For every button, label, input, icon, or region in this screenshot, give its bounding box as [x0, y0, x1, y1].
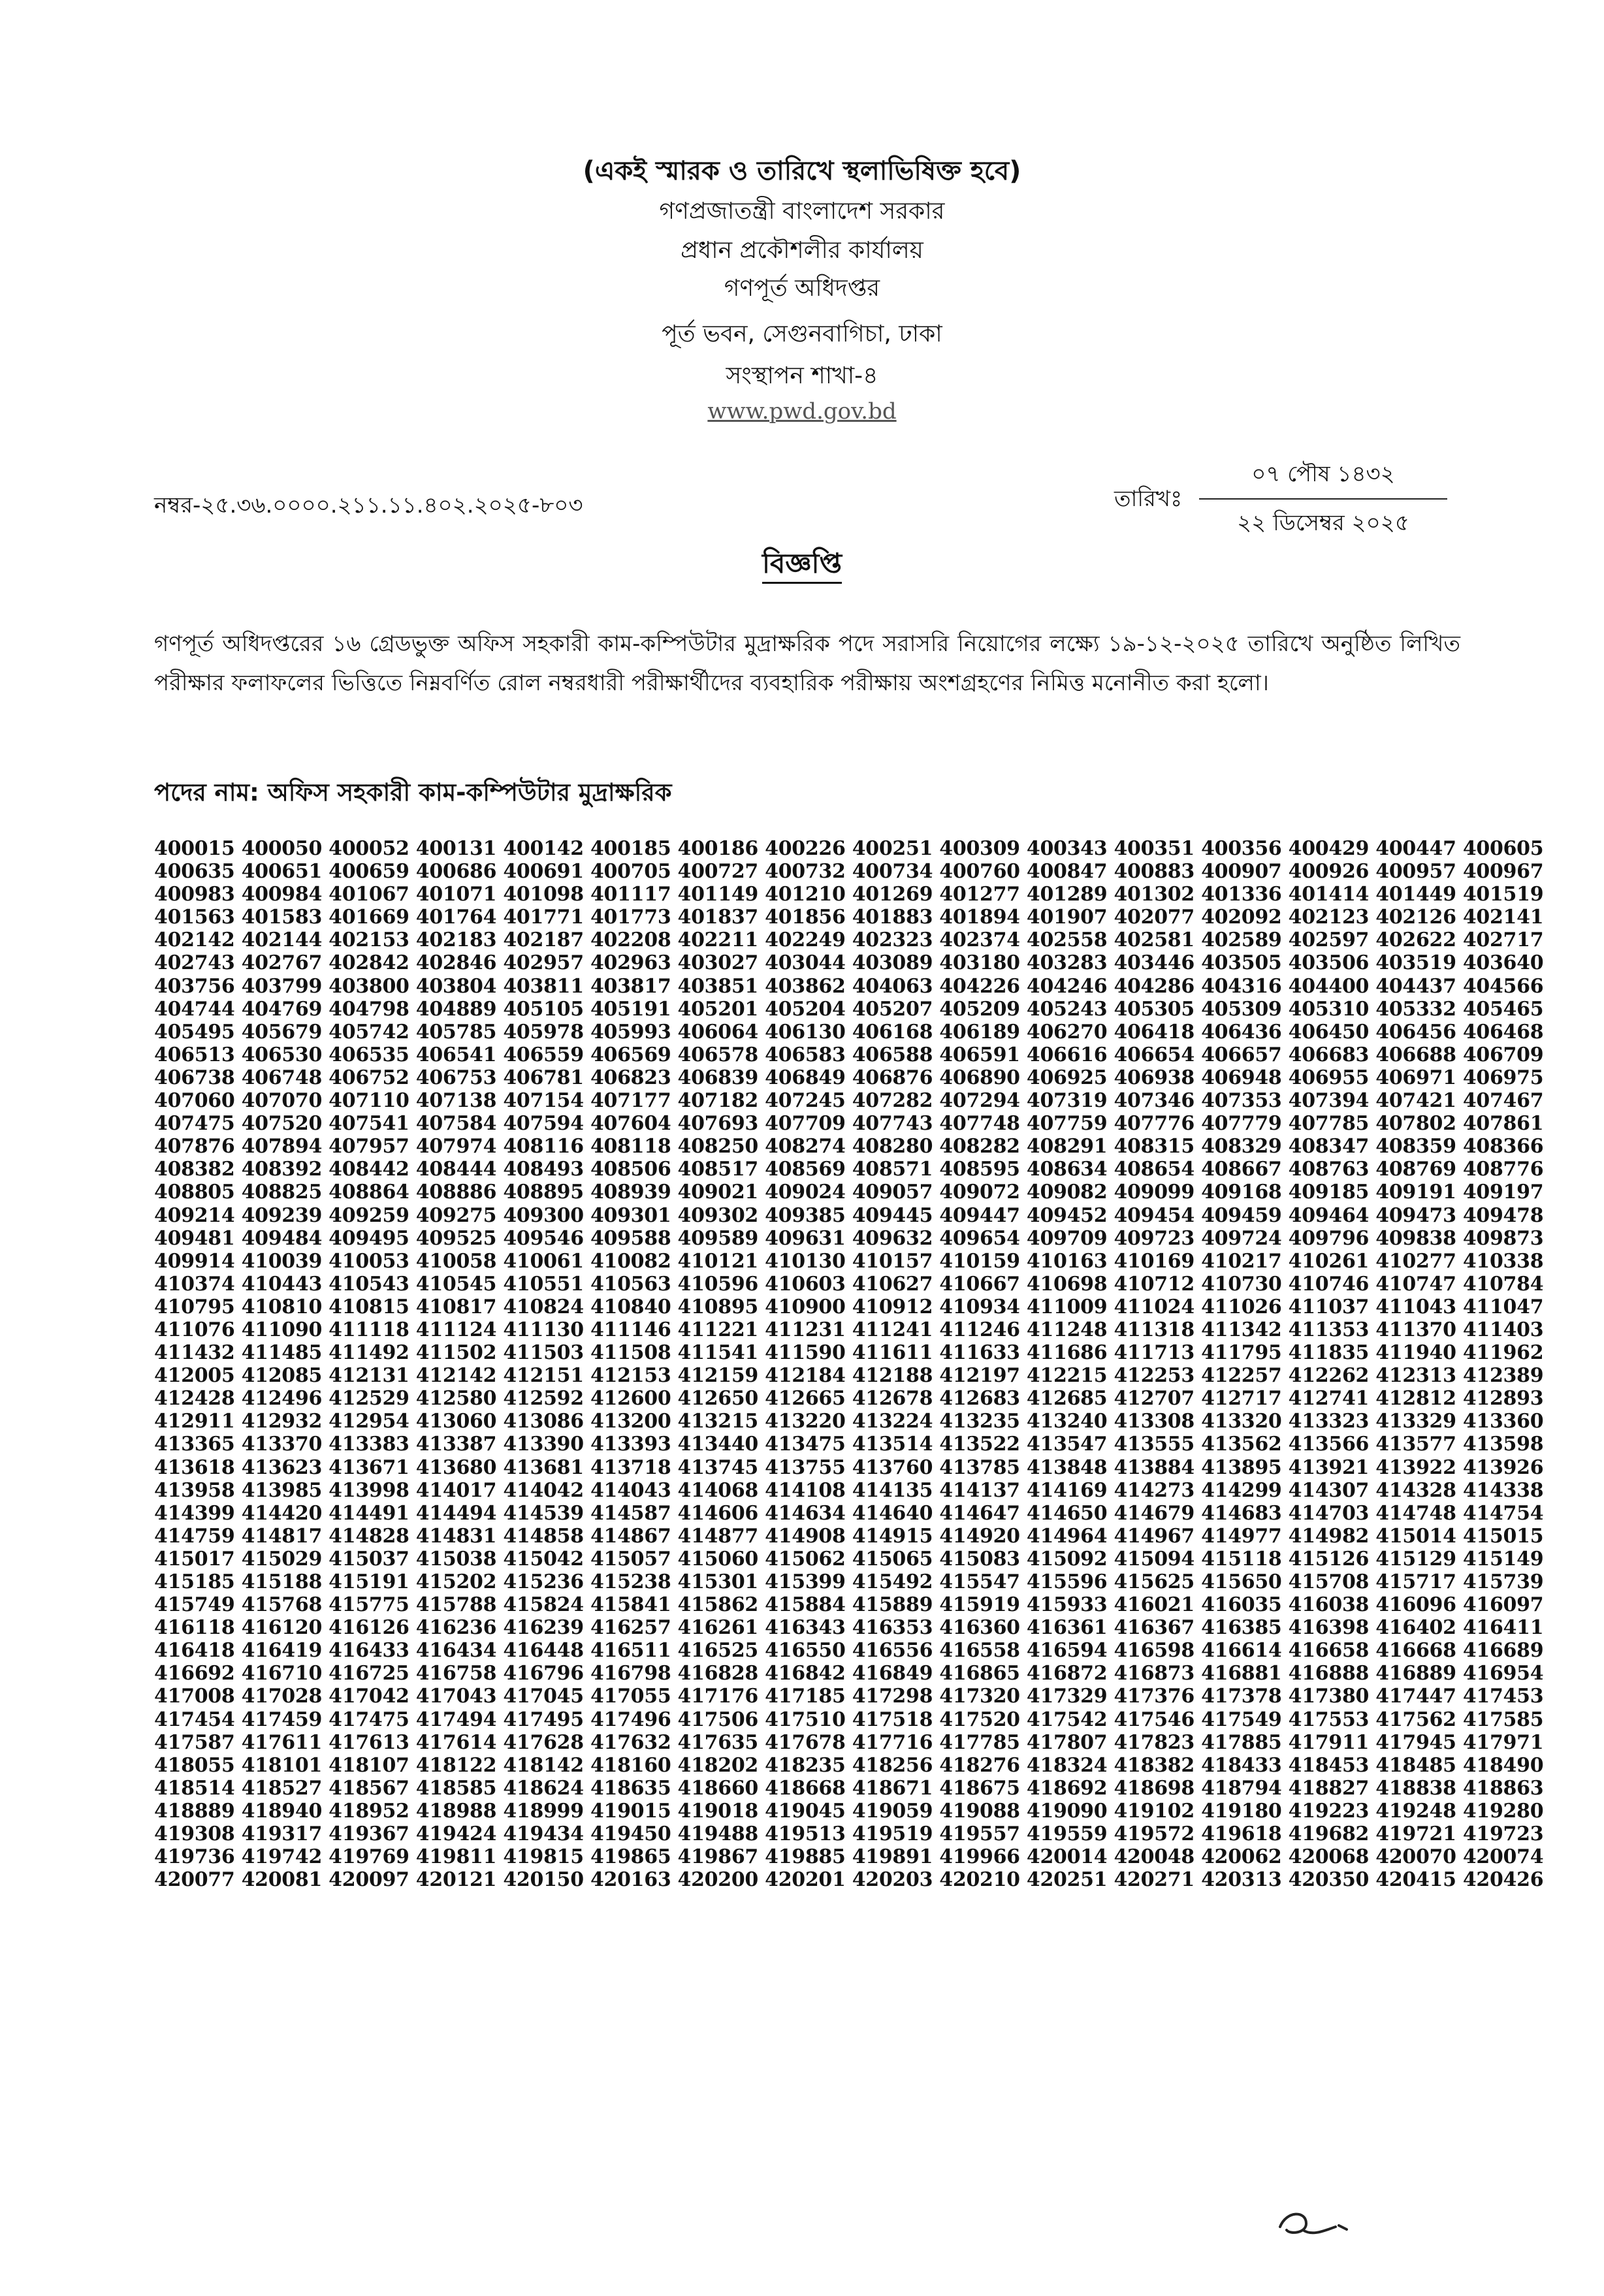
- supersession-note: (একই স্মারক ও তারিখে স্থলাভিষিক্ত হবে): [583, 156, 1021, 186]
- roll-row: 414759 414817 414828 414831 414858 414867 414877 414908 414915 414920 414964 414967 414977 414982 415014 415015: [154, 1524, 1544, 1548]
- roll-row: 406738 406748 406752 406753 406781 406823 406839 406849 406876 406890 406925 406938 406948 406955 406971 406975: [154, 1066, 1544, 1089]
- roll-row: 405495 405679 405742 405785 405978 405993 406064 406130 406168 406189 406270 406418 406436 406450 406456 406468: [154, 1020, 1544, 1044]
- department-name: গণপূর্ত অধিদপ্তর: [724, 275, 880, 302]
- post-title: পদের নাম: অফিস সহকারী কাম-কম্পিউটার মুদ্রাক্ষরিক: [154, 778, 672, 806]
- roll-row: 408805 408825 408864 408886 408895 408939 409021 409024 409057 409072 409082 409099 409168 409185 409191 409197: [154, 1181, 1544, 1204]
- roll-row: 418889 418940 418952 418988 418999 419015 419018 419045 419059 419088 419090 419102 419180 419223 419248 419280: [154, 1799, 1544, 1823]
- notice-heading: [0, 542, 1604, 588]
- signature-mark: [1274, 2201, 1352, 2246]
- roll-row: 403756 403799 403800 403804 403811 403817 403851 403862 404063 404226 404246 404286 404316 404400 404437 404566: [154, 974, 1544, 998]
- roll-row: 419308 419317 419367 419424 419434 419450 419488 419513 419519 419557 419559 419572 419618 419682 419721 419723: [154, 1823, 1544, 1846]
- roll-number-list: [154, 837, 1544, 1892]
- roll-row: 409214 409239 409259 409275 409300 409301 409302 409385 409445 409447 409452 409454 409459 409464 409473 409478: [154, 1204, 1544, 1227]
- website-link[interactable]: www.pwd.gov.bd: [707, 398, 897, 424]
- roll-row: 415017 415029 415037 415038 415042 415057 415060 415062 415065 415083 415092 415094 415118 415126 415129 415149: [154, 1547, 1544, 1571]
- roll-row: 412428 412496 412529 412580 412592 412600 412650 412665 412678 412683 412685 412707 412717 412741 412812 412893: [154, 1387, 1544, 1411]
- memo-number: নম্বর-২৫.৩৬.০০০০.২১১.১১.৪০২.২০২৫-৮০৩: [154, 492, 583, 518]
- roll-row: 407876 407894 407957 407974 408116 408118 408250 408274 408280 408282 408291 408315 408329 408347 408359 408366: [154, 1135, 1544, 1158]
- date-bangla: ০৭ পৌষ ১৪৩২: [1199, 457, 1447, 500]
- office-address: পূর্ত ভবন, সেগুনবাগিচা, ঢাকা: [662, 321, 942, 347]
- roll-row: 420077 420081 420097 420121 420150 420163 420200 420201 420203 420210 420251 420271 420313 420350 420415 420426: [154, 1868, 1544, 1892]
- roll-row: 415185 415188 415191 415202 415236 415238 415301 415399 415492 415547 415596 415625 415650 415708 415717 415739: [154, 1571, 1544, 1593]
- roll-row: 418055 418101 418107 418122 418142 418160 418202 418235 418256 418276 418324 418382 418433 418453 418485 418490: [154, 1753, 1544, 1777]
- roll-row: 412911 412932 412954 413060 413086 413200 413215 413220 413224 413235 413240 413308 413320 413323 413329 413360: [154, 1410, 1544, 1433]
- roll-row: 417454 417459 417475 417494 417495 417496 417506 417510 417518 417520 417542 417546 417549 417553 417562 417585: [154, 1708, 1544, 1731]
- roll-row: 400635 400651 400659 400686 400691 400705 400727 400732 400734 400760 400847 400883 400907 400926 400957 400967: [154, 860, 1544, 884]
- roll-row: 417008 417028 417042 417043 417045 417055 417176 417185 417298 417320 417329 417376 417378 417380 417447 417453: [154, 1685, 1544, 1708]
- roll-row: 416692 416710 416725 416758 416796 416798 416828 416842 416849 416865 416872 416873 416881 416888 416889 416954: [154, 1662, 1544, 1685]
- notice-heading-text: বিজ্ঞপ্তি: [762, 547, 842, 584]
- roll-row: 401563 401583 401669 401764 401771 401773 401837 401856 401883 401894 401907 402077 402092 402123 402126 402141: [154, 906, 1544, 929]
- roll-row: 414399 414420 414491 414494 414539 414587 414606 414634 414640 414647 414650 414679 414683 414703 414748 414754: [154, 1501, 1544, 1525]
- roll-row: 410795 410810 410815 410817 410824 410840 410895 410900 410912 410934 411009 411024 411026 411037 411043 411047: [154, 1295, 1544, 1318]
- roll-row: 406513 406530 406535 406541 406559 406569 406578 406583 406588 406591 406616 406654 406657 406683 406688 406709: [154, 1043, 1544, 1066]
- roll-row: 407060 407070 407110 407138 407154 407177 407182 407245 407282 407294 407319 407346 407353 407394 407421 407467: [154, 1089, 1544, 1113]
- roll-row: 416418 416419 416433 416434 416448 416511 416525 416550 416556 416558 416594 416598 416614 416658 416668 416689: [154, 1639, 1544, 1663]
- roll-row: 413618 413623 413671 413680 413681 413718 413745 413755 413760 413785 413848 413884 413895 413921 413922 413926: [154, 1456, 1544, 1479]
- date-block: [1199, 457, 1447, 543]
- roll-row: 408382 408392 408442 408444 408493 408506 408517 408569 408571 408595 408634 408654 408667 408763 408769 408776: [154, 1158, 1544, 1181]
- roll-row: 415749 415768 415775 415788 415824 415841 415862 415884 415889 415919 415933 416021 416035 416038 416096 416097: [154, 1593, 1544, 1617]
- roll-row: 404744 404769 404798 404889 405105 405191 405201 405204 405207 405209 405243 405305 405309 405310 405332 405465: [154, 997, 1544, 1021]
- date-english: ২২ ডিসেম্বর ২০২৫: [1237, 510, 1409, 536]
- roll-row: 409481 409484 409495 409525 409546 409588 409589 409631 409632 409654 409709 409723 409724 409796 409838 409873: [154, 1226, 1544, 1250]
- roll-row: 400983 400984 401067 401071 401098 401117 401149 401210 401269 401277 401289 401302 401336 401414 401449 401519: [154, 883, 1544, 906]
- roll-row: 400015 400050 400052 400131 400142 400185 400186 400226 400251 400309 400343 400351 400356 400429 400447 400605: [154, 837, 1544, 860]
- roll-row: 411432 411485 411492 411502 411503 411508 411541 411590 411611 411633 411686 411713 411795 411835 411940 411962: [154, 1341, 1544, 1365]
- office-name: প্রধান প্রকৌশলীর কার্যালয়: [681, 237, 923, 264]
- roll-row: 402743 402767 402842 402846 402957 402963 403027 403044 403089 403180 403283 403446 403505 403506 403519 403640: [154, 951, 1544, 975]
- notice-body: গণপূর্ত অধিদপ্তরের ১৬ গ্রেডভুক্ত অফিস সহকারী কাম-কম্পিউটার মুদ্রাক্ষরিক পদে সরাসরি নিয়োগের লক্ষ্যে ১৯-১২-২০২৫ তারিখে অনুষ্ঠিত লিখিত পরীক্ষার ফলাফলের ভিত্তিতে নিম্নবর্ণিত রোল নম্বরধারী পরীক্ষার্থীদের ব্যবহারিক পরীক্ষায় অংশগ্রহণের নিমিত্ত মনোনীত করা হলো।: [154, 631, 1460, 696]
- roll-row: 419736 419742 419769 419811 419815 419865 419867 419885 419891 419966 420014 420048 420062 420068 420070 420074: [154, 1845, 1544, 1869]
- roll-row: 410374 410443 410543 410545 410551 410563 410596 410603 410627 410667 410698 410712 410730 410746 410747 410784: [154, 1272, 1544, 1296]
- date-label: তারিখঃ: [1114, 486, 1183, 512]
- roll-row: 413958 413985 413998 414017 414042 414043 414068 414108 414135 414137 414169 414273 414299 414307 414328 414338: [154, 1478, 1544, 1502]
- roll-row: 407475 407520 407541 407584 407594 407604 407693 407709 407743 407748 407759 407776 407779 407785 407802 407861: [154, 1112, 1544, 1136]
- roll-row: 416118 416120 416126 416236 416239 416257 416261 416343 416353 416360 416361 416367 416385 416398 416402 416411: [154, 1616, 1544, 1640]
- roll-row: 409914 410039 410053 410058 410061 410082 410121 410130 410157 410159 410163 410169 410217 410261 410277 410338: [154, 1249, 1544, 1273]
- roll-row: 411076 411090 411118 411124 411130 411146 411221 411231 411241 411246 411248 411318 411342 411353 411370 411403: [154, 1318, 1544, 1341]
- branch-name: সংস্থাপন শাখা-৪: [726, 362, 878, 389]
- roll-row: 412005 412085 412131 412142 412151 412153 412159 412184 412188 412197 412215 412253 412257 412262 412313 412389: [154, 1364, 1544, 1388]
- roll-row: 402142 402144 402153 402183 402187 402208 402211 402249 402323 402374 402558 402581 402589 402597 402622 402717: [154, 929, 1544, 952]
- roll-row: 413365 413370 413383 413387 413390 413393 413440 413475 413514 413522 413547 413555 413562 413566 413577 413598: [154, 1433, 1544, 1456]
- roll-row: 418514 418527 418567 418585 418624 418635 418660 418668 418671 418675 418692 418698 418794 418827 418838 418863: [154, 1776, 1544, 1800]
- government-name: গণপ্রজাতন্ত্রী বাংলাদেশ সরকার: [659, 198, 945, 225]
- roll-row: 417587 417611 417613 417614 417628 417632 417635 417678 417716 417785 417807 417823 417885 417911 417945 417971: [154, 1730, 1544, 1754]
